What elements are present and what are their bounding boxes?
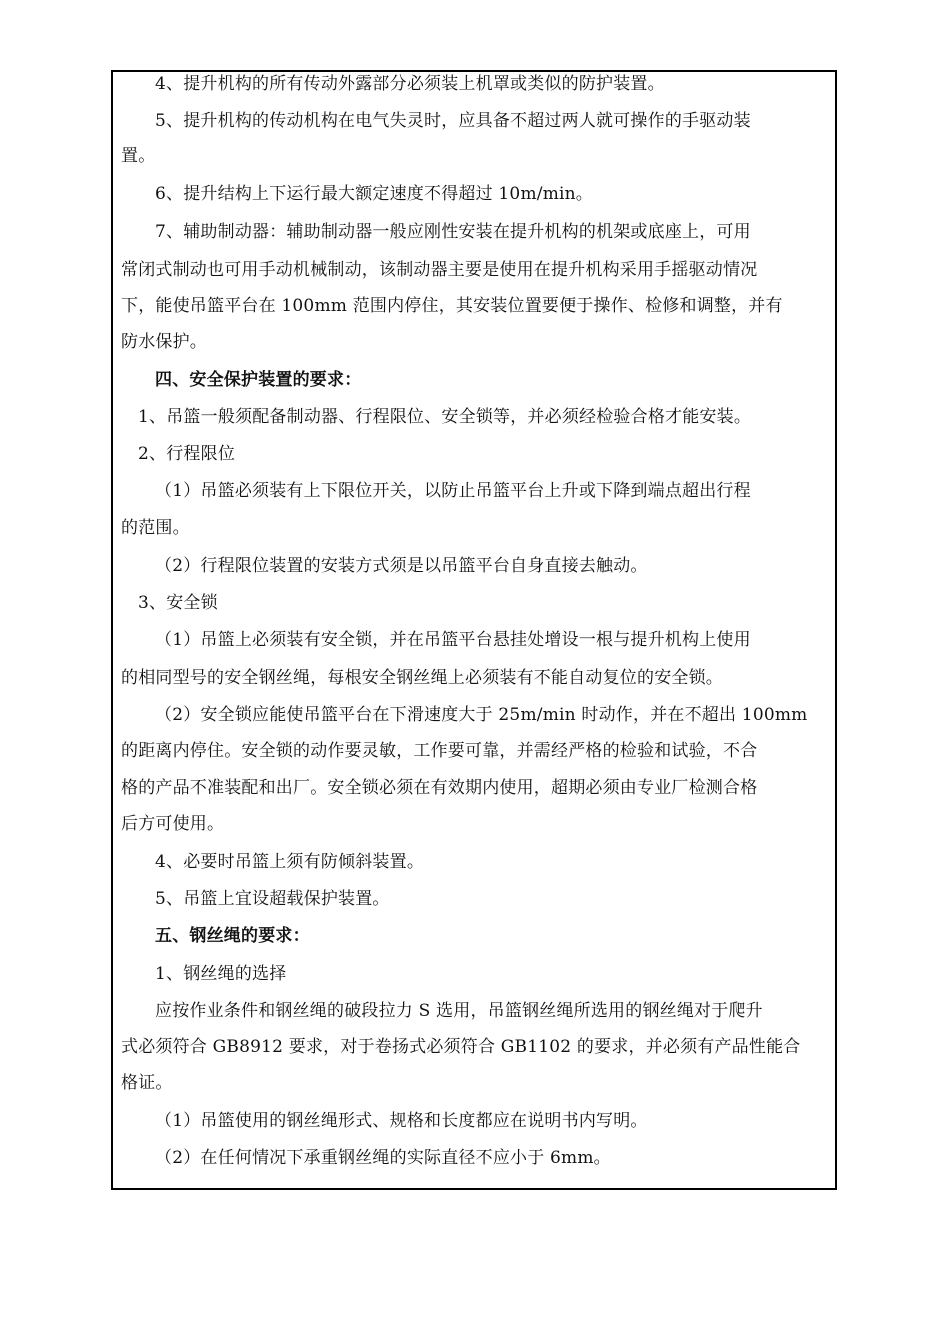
text-line: （2）安全锁应能使吊篮平台在下滑速度大于 25m/min 时动作，并在不超出 100mm: [155, 705, 808, 725]
text-line: （2）行程限位装置的安装方式须是以吊篮平台自身直接去触动。: [155, 556, 648, 576]
text-line: （1）吊篮必须装有上下限位开关，以防止吊篮平台上升或下降到端点超出行程: [155, 481, 751, 501]
text-line: 格证。: [121, 1073, 173, 1093]
text-line: 的范围。: [121, 518, 190, 538]
text-line: 5、吊篮上宜设超载保护装置。: [155, 889, 390, 909]
text-line: 4、提升机构的所有传动外露部分必须装上机罩或类似的防护装置。: [155, 74, 665, 94]
section-heading: 五、钢丝绳的要求：: [155, 926, 310, 946]
text-line: 5、提升机构的传动机构在电气失灵时，应具备不超过两人就可操作的手驱动装: [155, 111, 751, 131]
text-line: 6、提升结构上下运行最大额定速度不得超过 10m/min。: [155, 184, 594, 204]
text-line: 下，能使吊篮平台在 100mm 范围内停住，其安装位置要便于操作、检修和调整，并有: [121, 296, 783, 316]
text-line: 防水保护。: [121, 332, 207, 352]
text-line: 的相同型号的安全钢丝绳，每根安全钢丝绳上必须装有不能自动复位的安全锁。: [121, 668, 723, 688]
text-line: 7、辅助制动器：辅助制动器一般应刚性安装在提升机构的机架或底座上，可用: [155, 222, 751, 242]
text-line: 常闭式制动也可用手动机械制动，该制动器主要是使用在提升机构采用手摇驱动情况: [121, 260, 758, 280]
text-line: 后方可使用。: [121, 814, 225, 834]
text-line: 式必须符合 GB8912 要求，对于卷扬式必须符合 GB1102 的要求，并必须有产品性能合: [121, 1037, 801, 1057]
text-line: 1、吊篮一般须配备制动器、行程限位、安全锁等，并必须经检验合格才能安装。: [138, 407, 752, 427]
text-line: 2、行程限位: [138, 444, 236, 464]
text-line: 1、钢丝绳的选择: [155, 964, 287, 984]
text-line: （1）吊篮上必须装有安全锁，并在吊篮平台悬挂处增设一根与提升机构上使用: [155, 630, 751, 650]
text-line: 应按作业条件和钢丝绳的破段拉力 S 选用，吊篮钢丝绳所选用的钢丝绳对于爬升: [155, 1001, 763, 1021]
text-line: 3、安全锁: [138, 593, 218, 613]
text-line: （1）吊篮使用的钢丝绳形式、规格和长度都应在说明书内写明。: [155, 1111, 648, 1131]
text-line: 的距离内停住。安全锁的动作要灵敏，工作要可靠，并需经严格的检验和试验，不合: [121, 741, 758, 761]
section-heading: 四、安全保护装置的要求：: [155, 370, 362, 390]
text-line: 置。: [121, 146, 156, 166]
text-line: 格的产品不准装配和出厂。安全锁必须在有效期内使用，超期必须由专业厂检测合格: [121, 778, 758, 798]
text-line: （2）在任何情况下承重钢丝绳的实际直径不应小于 6mm。: [155, 1148, 611, 1168]
text-line: 4、必要时吊篮上须有防倾斜装置。: [155, 852, 425, 872]
